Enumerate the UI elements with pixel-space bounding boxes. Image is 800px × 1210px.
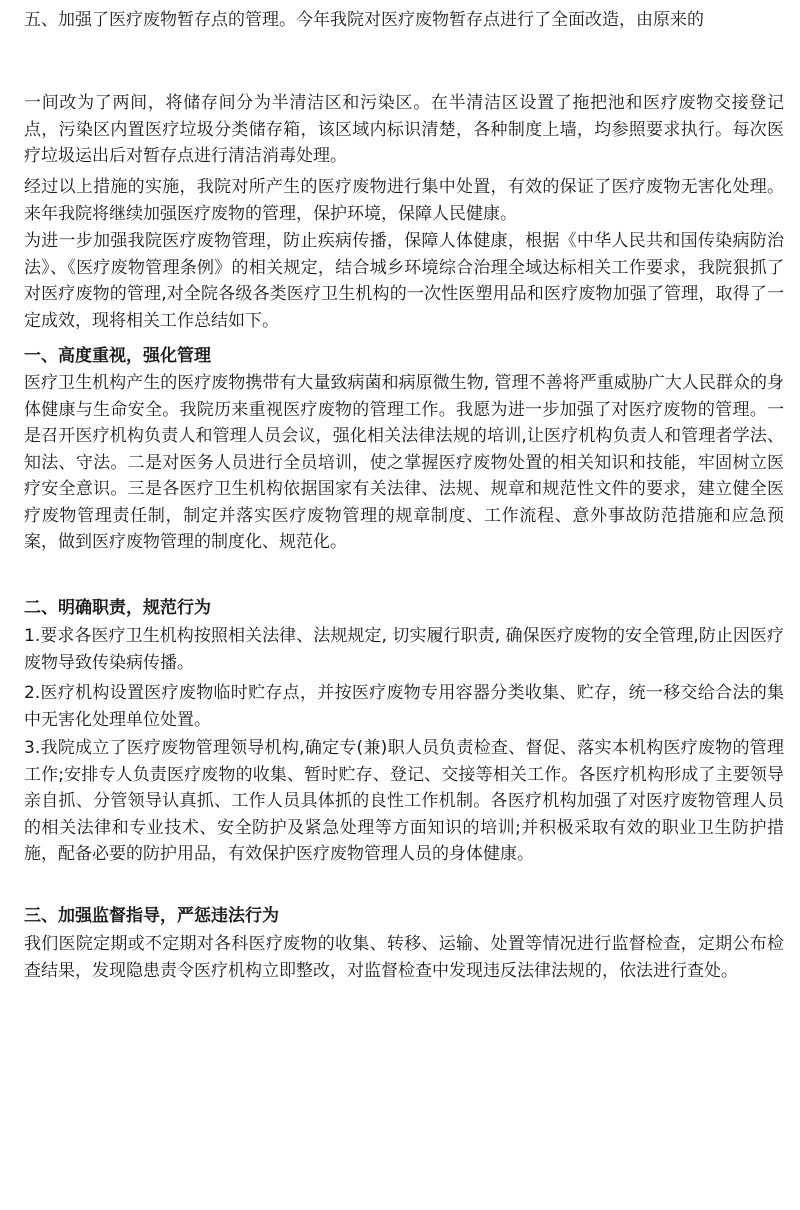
section-heading-3: 三、加强监督指导，严惩违法行为 xyxy=(24,906,279,926)
section-2-item-3: 3.我院成立了医疗废物管理领导机构,确定专(兼)职人员负责检查、督促、落实本机构医疗废物的管理工作;安排专人负责医疗废物的收集、暂时贮存、登记、交接等相关工作。各医疗机构形成了主要领导亲自抓、分管领导认真抓、工作人员具体抓的良性工作机制。各医疗机构加强了对医疗废物管理人员的相关法律和专业技术、安全防护及紧急处理等方面知识的培训;并积极采取有效的职业卫生防护措施，配备必要的防护用品，有效保护医疗废物管理人员的身体健康。 xyxy=(24,738,784,864)
section-heading-2: 二、明确职责，规范行为 xyxy=(24,598,211,618)
section-2-item-1: 1.要求各医疗卫生机构按照相关法律、法规规定, 切实履行职责, 确保医疗废物的安全管理,防止因医疗废物导致传染病传播。 xyxy=(24,626,784,673)
paragraph-summary: 经过以上措施的实施，我院对所产生的医疗废物进行集中处置，有效的保证了医疗废物无害化处理。来年我院将继续加强医疗废物的管理，保护环境，保障人民健康。 xyxy=(24,177,784,224)
paragraph-5-intro: 五、加强了医疗废物暂存点的管理。今年我院对医疗废物暂存点进行了全面改造，由原来的 xyxy=(24,10,704,30)
section-1-body: 医疗卫生机构产生的医疗废物携带有大量致病菌和病原微生物, 管理不善将严重威胁广大人民群众的身体健康与生命安全。我院历来重视医疗废物的管理工作。我愿为进一步加强了对医疗废物的管理。一是召开医疗机构负责人和管理人员会议，强化相关法律法规的培训,让医疗机构负责人和管理者学法、知法、守法。二是对医务人员进行全员培训，使之掌握医疗废物处置的相关知识和技能，牢固树立医疗安全意识。三是各医疗卫生机构依据国家有关法律、法规、规章和规范性文件的要求，建立健全医疗废物管理责任制，制定并落实医疗废物管理的规章制度、工作流程、意外事故防范措施和应急预案，做到医疗废物管理的制度化、规范化。 xyxy=(24,373,784,552)
section-heading-1: 一、高度重视，强化管理 xyxy=(24,346,211,366)
section-2-item-2: 2.医疗机构设置医疗废物临时贮存点，并按医疗废物专用容器分类收集、贮存，统一移交给合法的集中无害化处理单位处置。 xyxy=(24,683,784,730)
paragraph-introduction: 为进一步加强我院医疗废物管理，防止疾病传播，保障人体健康，根据《中华人民共和国传染病防治法》、《医疗废物管理条例》的相关规定，结合城乡环境综合治理全域达标相关工作要求，我院狠抓了对医疗废物的管理,对全院各级各类医疗卫生机构的一次性医塑用品和医疗废物加强了管理，取得了一定成效，现将相关工作总结如下。 xyxy=(24,231,784,331)
section-3-body: 我们医院定期或不定期对各科医疗废物的收集、转移、运输、处置等情况进行监督检查，定期公布检查结果，发现隐患责令医疗机构立即整改，对监督检查中发现违反法律法规的，依法进行查处。 xyxy=(24,934,784,981)
paragraph-5-continued: 一间改为了两间，将储存间分为半清洁区和污染区。在半清洁区设置了拖把池和医疗废物交接登记点，污染区内置医疗垃圾分类储存箱，该区域内标识清楚，各种制度上墙，均参照要求执行。每次医疗垃圾运出后对暂存点进行清洁消毒处理。 xyxy=(24,93,784,166)
